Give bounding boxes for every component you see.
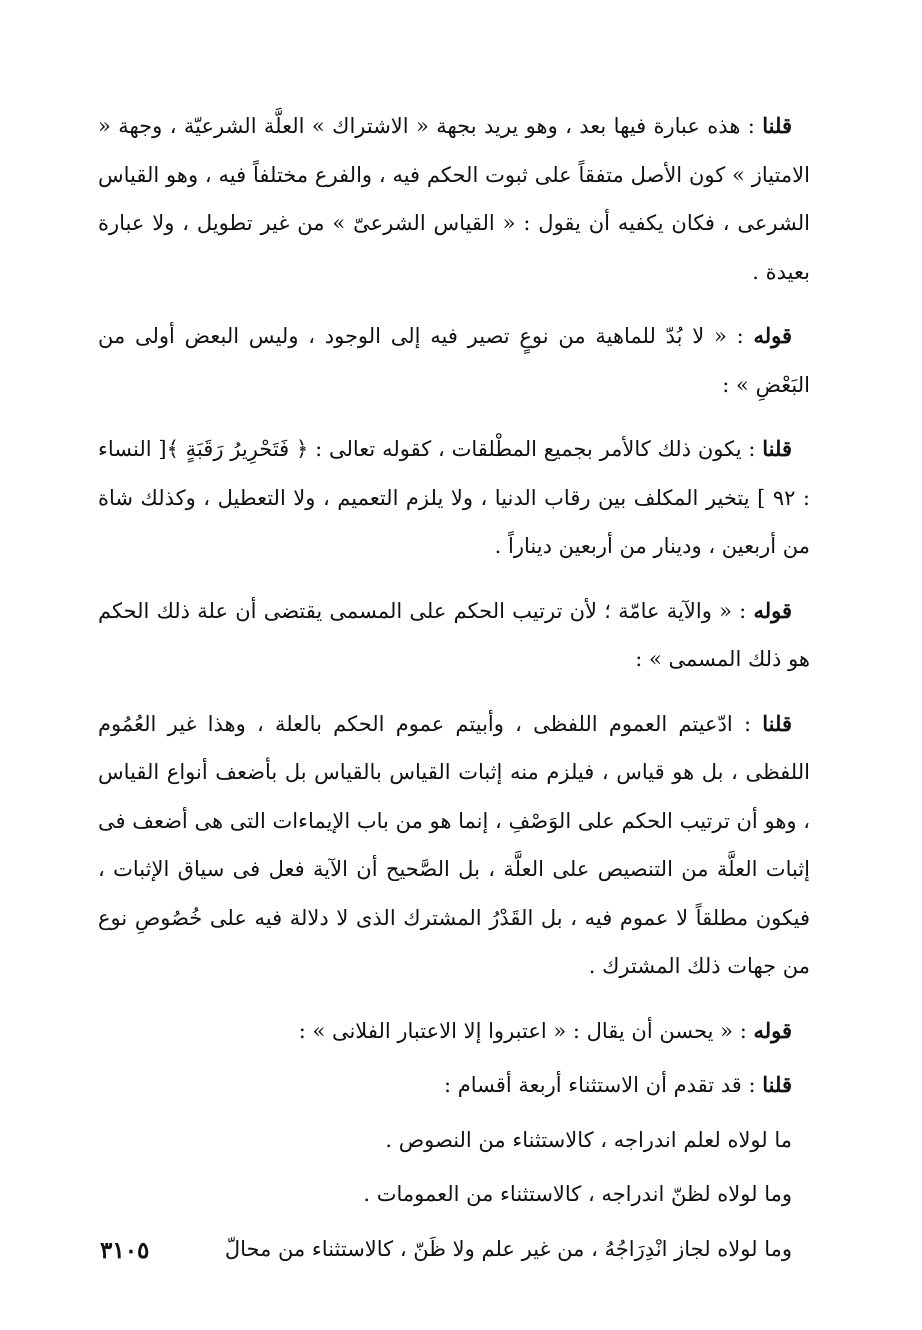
list-item-2 xyxy=(98,1170,810,1219)
paragraph-lead: قلنا xyxy=(762,1072,792,1097)
paragraph-text: : هذه عبارة فيها بعد ، وهو يريد بجهة « الاشتراك » العلَّة الشرعيّة ، وجهة « الامتياز » كون الأصل متفقاً على ثبوت الحكم فيه ، والفرع مختلفاً فيه ، وهو القياس الشرعى ، فكان يكفيه أن يقول : « القياس الشرعىّ » من غير تطويل ، ولا عبارة بعيدة . xyxy=(98,114,810,284)
paragraph-lead: قوله xyxy=(753,597,792,623)
list-item-3 xyxy=(98,1225,810,1274)
paragraph-text: : قد تقدم أن الاستثناء أربعة أقسام : xyxy=(443,1073,763,1097)
paragraph-text: وما لولاه لظنّ اندراجه ، كالاستثناء من العمومات . xyxy=(363,1182,792,1206)
paragraph-5 xyxy=(98,700,810,991)
paragraph-7 xyxy=(98,1061,810,1110)
body-text xyxy=(98,102,810,1279)
list-item-1 xyxy=(98,1116,810,1165)
paragraph-text: : يكون ذلك كالأمر بجميع المطْلقات ، كقوله تعالى : ﴿ فَتَحْرِيرُ رَقَبَةٍ ﴾[ النساء : ٩٢ ] يتخير المكلف بين رقاب الدنيا ، ولا يلزم التعميم ، ولا التعطيل ، وكذلك شاة من أربعين ، ودينار من أربعين ديناراً . xyxy=(98,437,810,558)
paragraph-lead: قلنا xyxy=(762,436,792,461)
paragraph-lead: قوله xyxy=(753,1017,792,1043)
paragraph-text: : « والآية عامّة ؛ لأن ترتيب الحكم على المسمى يقتضى أن علة ذلك الحكم هو ذلك المسمى » : xyxy=(98,598,810,671)
paragraph-3 xyxy=(98,425,810,571)
page-number: ٣١٠٥ xyxy=(100,1237,150,1264)
paragraph-lead: قلنا xyxy=(762,113,792,138)
paragraph-text: وما لولاه لجاز انْدِرَاجُهُ ، من غير علم ولا ظَنّ ، كالاستثناء من محالّ xyxy=(224,1236,792,1261)
paragraph-text: : « لا بُدّ للماهية من نوعٍ تصير فيه إلى الوجود ، وليس البعض أولى من البَعْضِ » : xyxy=(98,324,810,397)
paragraph-text: ما لولاه لعلم اندراجه ، كالاستثناء من النصوص . xyxy=(385,1127,792,1152)
paragraph-text: : « يحسن أن يقال : « اعتبروا إلا الاعتبار الفلانى » : xyxy=(298,1018,754,1043)
paragraph-lead: قوله xyxy=(753,323,792,348)
paragraph-1 xyxy=(98,102,810,296)
paragraph-lead: قلنا xyxy=(762,710,792,736)
paragraph-6 xyxy=(98,1007,810,1056)
paragraph-text: : ادّعيتم العموم اللفظى ، وأبيتم عموم الحكم بالعلة ، وهذا غير العُمُوم اللفظى ، بل هو قياس ، فيلزم منه إثبات القياس بالقياس بل بأضعف أنواع القياس ، وهو أن ترتيب الحكم على الوَصْفِ ، إنما هو من باب الإيماءات التى هى أضعف فى إثبات العلَّة من التنصيص على العلَّة ، بل الصَّحيح أن الآية فعل فى سياق الإثبات ، فيكون مطلقاً لا عموم فيه ، بل القَدْرُ المشترك الذى لا دلالة فيه على خُصُوصِ نوع من جهات ذلك المشترك . xyxy=(98,711,810,978)
paragraph-2 xyxy=(98,312,810,409)
paragraph-4 xyxy=(98,587,810,684)
